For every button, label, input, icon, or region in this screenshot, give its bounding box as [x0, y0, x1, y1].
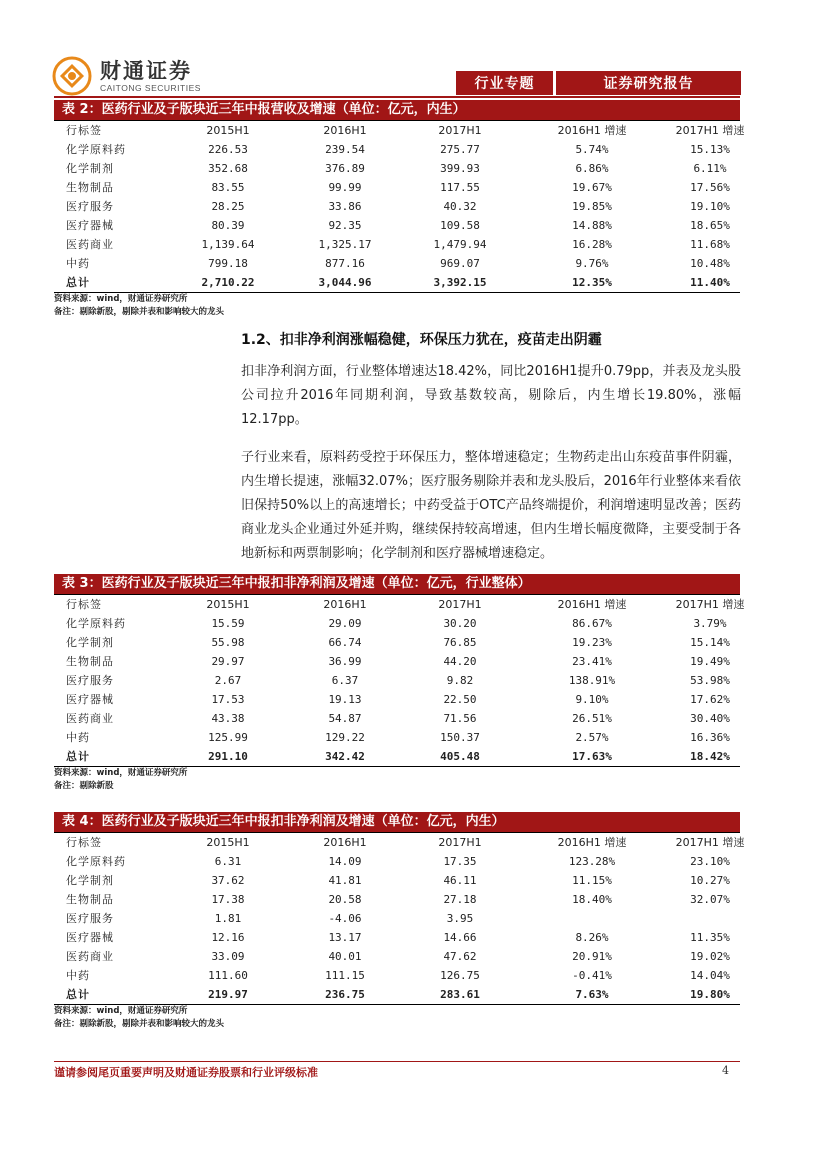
- cell-value: 23.10%: [690, 855, 730, 868]
- cell-value: 109.58: [440, 219, 480, 232]
- cell-value: 5.74%: [575, 143, 609, 156]
- cell-value: 11.68%: [690, 238, 730, 251]
- table-2: [54, 100, 745, 319]
- row-label: 中药: [66, 257, 90, 270]
- cell-value: 18.42%: [690, 750, 730, 763]
- cell-value: 126.75: [440, 969, 480, 982]
- table-row: [54, 928, 740, 947]
- footer-disclaimer: 谨请参阅尾页重要声明及财通证券股票和行业评级标准: [54, 1066, 318, 1079]
- cell-value: 22.50: [443, 693, 477, 706]
- cell-value: 1,139.64: [201, 238, 255, 251]
- cell-value: 17.53: [211, 693, 245, 706]
- cell-value: 30.20: [443, 617, 477, 630]
- table-header-row: [54, 595, 745, 614]
- cell-value: 99.99: [328, 181, 362, 194]
- cell-value: 6.37: [331, 674, 359, 687]
- cell-value: 29.97: [211, 655, 245, 668]
- cell-value: 291.10: [208, 750, 248, 763]
- logo-text-cn: 财通证券: [100, 59, 192, 83]
- paragraph-2: 子行业来看，原料药受控于环保压力，整体增速稳定；生物药走出山东疫苗事件阴霾，内生增长提速，涨幅32.07%；医疗服务剔除并表和龙头股后，2016年行业整体来看依旧保持50%以上的高速增长；中药受益于OTC产品终端提价，利润增速明显改善；医药商业龙头企业通过外延并购，继续保持较高增速，但内生增长幅度微降，主要受制于各地新标和两票制影响；化学制剂和医疗器械增速稳定。: [241, 450, 741, 561]
- cell-value: 2,710.22: [201, 276, 255, 289]
- cell-value: 129.22: [325, 731, 365, 744]
- cell-value: 19.02%: [690, 950, 730, 963]
- table-3: [54, 574, 745, 793]
- cell-value: 283.61: [440, 988, 480, 1001]
- cell-value: -0.41%: [572, 969, 612, 982]
- cell-value: 150.37: [440, 731, 480, 744]
- cell-value: 405.48: [440, 750, 480, 763]
- footer-divider: [54, 1061, 740, 1062]
- company-logo: [52, 55, 201, 97]
- cell-value: 14.66: [443, 931, 477, 944]
- cell-value: 342.42: [325, 750, 365, 763]
- cell-value: 799.18: [208, 257, 248, 270]
- cell-value: 19.85%: [572, 200, 612, 213]
- row-label: 医药商业: [66, 712, 114, 725]
- table-row: [54, 178, 740, 197]
- cell-value: 8.26%: [575, 931, 609, 944]
- table-row: [54, 235, 740, 254]
- cell-value: 14.09: [328, 855, 362, 868]
- cell-value: 66.74: [328, 636, 362, 649]
- cell-value: 17.35: [443, 855, 477, 868]
- cell-value: 111.60: [208, 969, 248, 982]
- cell-value: 7.63%: [575, 988, 609, 1001]
- cell-value: 19.23%: [572, 636, 612, 649]
- cell-value: 47.62: [443, 950, 477, 963]
- cell-value: 117.55: [440, 181, 480, 194]
- row-label: 总计: [66, 988, 90, 1001]
- section-heading: 1.2、扣非净利润涨幅稳健，环保压力犹在，疫苗走出阴霾: [241, 332, 602, 348]
- cell-value: 969.07: [440, 257, 480, 270]
- tab-research-report: 证券研究报告: [556, 71, 741, 95]
- row-label: 生物制品: [66, 655, 114, 668]
- cell-value: 10.27%: [690, 874, 730, 887]
- table-row: [54, 671, 740, 690]
- cell-value: 12.35%: [572, 276, 612, 289]
- cell-value: 17.38: [211, 893, 245, 906]
- table-4: [54, 812, 745, 1031]
- cell-value: 6.86%: [575, 162, 609, 175]
- cell-value: 46.11: [443, 874, 477, 887]
- table-4-title: 表 4：医药行业及子版块近三年中报扣非净利润及增速（单位：亿元，内生）: [54, 812, 740, 832]
- table-row: [54, 890, 740, 909]
- cell-value: 2016H1 增速: [557, 598, 627, 611]
- cell-value: 54.87: [328, 712, 362, 725]
- row-label: 化学制剂: [66, 874, 114, 887]
- cell-value: 226.53: [208, 143, 248, 156]
- table-row: [54, 652, 740, 671]
- table-row: [54, 254, 740, 273]
- cell-value: 29.09: [328, 617, 362, 630]
- table-row: [54, 728, 740, 747]
- cell-value: 15.14%: [690, 636, 730, 649]
- cell-value: 12.16: [211, 931, 245, 944]
- cell-value: 16.36%: [690, 731, 730, 744]
- cell-value: 40.01: [328, 950, 362, 963]
- cell-value: 2015H1: [206, 836, 250, 849]
- row-label: 行标签: [66, 598, 102, 611]
- table-row: [54, 216, 740, 235]
- cell-value: 33.09: [211, 950, 245, 963]
- table-source: 资料来源：wind，财通证券研究所: [54, 294, 188, 304]
- cell-value: 2017H1 增速: [675, 598, 745, 611]
- cell-value: 53.98%: [690, 674, 730, 687]
- table-header-row: [54, 121, 745, 140]
- table-3-body: [54, 594, 745, 793]
- cell-value: 76.85: [443, 636, 477, 649]
- cell-value: 20.91%: [572, 950, 612, 963]
- cell-value: 2017H1 增速: [675, 836, 745, 849]
- cell-value: 41.81: [328, 874, 362, 887]
- cell-value: 2016H1 增速: [557, 124, 627, 137]
- cell-value: 19.67%: [572, 181, 612, 194]
- table-row: [54, 197, 740, 216]
- cell-value: 14.04%: [690, 969, 730, 982]
- cell-value: 138.91%: [568, 674, 616, 687]
- cell-value: 19.10%: [690, 200, 730, 213]
- table-row: [54, 159, 740, 178]
- cell-value: 2017H1 增速: [675, 124, 745, 137]
- cell-value: 275.77: [440, 143, 480, 156]
- table-3-title: 表 3：医药行业及子版块近三年中报扣非净利润及增速（单位：亿元，行业整体）: [54, 574, 740, 594]
- table-total-row: [54, 747, 740, 766]
- cell-value: 17.63%: [572, 750, 612, 763]
- cell-value: 19.13: [328, 693, 362, 706]
- cell-value: 2016H1: [323, 836, 367, 849]
- table-row: [54, 909, 740, 928]
- cell-value: 43.38: [211, 712, 245, 725]
- cell-value: 2015H1: [206, 124, 250, 137]
- table-note: 备注：剔除新股: [54, 781, 114, 791]
- cell-value: 33.86: [328, 200, 362, 213]
- table-row: [54, 871, 740, 890]
- row-label: 化学制剂: [66, 162, 114, 175]
- row-label: 生物制品: [66, 181, 114, 194]
- cell-value: 6.31: [214, 855, 242, 868]
- row-label: 医疗器械: [66, 931, 114, 944]
- cell-value: 9.10%: [575, 693, 609, 706]
- cell-value: 17.56%: [690, 181, 730, 194]
- cell-value: 2017H1: [438, 124, 482, 137]
- table-row: [54, 966, 740, 985]
- row-label: 医疗服务: [66, 674, 114, 687]
- row-label: 医疗服务: [66, 200, 114, 213]
- cell-value: 19.80%: [690, 988, 730, 1001]
- page-number: 4: [722, 1064, 729, 1077]
- cell-value: 125.99: [208, 731, 248, 744]
- caitong-logo-icon: [52, 56, 92, 96]
- cell-value: 18.40%: [572, 893, 612, 906]
- table-total-row: [54, 273, 740, 292]
- row-label: 总计: [66, 750, 90, 763]
- cell-value: 20.58: [328, 893, 362, 906]
- row-label: 医疗服务: [66, 912, 114, 925]
- row-label: 化学原料药: [66, 143, 126, 156]
- row-label: 化学原料药: [66, 855, 126, 868]
- row-label: 总计: [66, 276, 90, 289]
- table-4-body: [54, 832, 745, 1031]
- cell-value: 9.76%: [575, 257, 609, 270]
- row-label: 医疗器械: [66, 219, 114, 232]
- cell-value: 2015H1: [206, 598, 250, 611]
- row-label: 行标签: [66, 124, 102, 137]
- cell-value: 55.98: [211, 636, 245, 649]
- table-2-body: [54, 120, 745, 319]
- cell-value: 37.62: [211, 874, 245, 887]
- cell-value: 32.07%: [690, 893, 730, 906]
- cell-value: 18.65%: [690, 219, 730, 232]
- cell-value: 111.15: [325, 969, 365, 982]
- row-label: 医药商业: [66, 238, 114, 251]
- table-total-row: [54, 985, 740, 1004]
- cell-value: 239.54: [325, 143, 365, 156]
- cell-value: 2017H1: [438, 598, 482, 611]
- row-label: 化学制剂: [66, 636, 114, 649]
- row-label: 行标签: [66, 836, 102, 849]
- cell-value: 877.16: [325, 257, 365, 270]
- cell-value: 2.57%: [575, 731, 609, 744]
- cell-value: 10.48%: [690, 257, 730, 270]
- table-source: 资料来源：wind，财通证券研究所: [54, 768, 188, 778]
- cell-value: 2016H1: [323, 598, 367, 611]
- header-divider: [54, 96, 740, 98]
- cell-value: 123.28%: [568, 855, 616, 868]
- cell-value: 44.20: [443, 655, 477, 668]
- cell-value: 19.49%: [690, 655, 730, 668]
- cell-value: 15.59: [211, 617, 245, 630]
- cell-value: 3.95: [446, 912, 474, 925]
- cell-value: 1.81: [214, 912, 242, 925]
- cell-value: 27.18: [443, 893, 477, 906]
- cell-value: 83.55: [211, 181, 245, 194]
- cell-value: 6.11%: [693, 162, 727, 175]
- cell-value: 86.67%: [572, 617, 612, 630]
- cell-value: 15.13%: [690, 143, 730, 156]
- cell-value: 2017H1: [438, 836, 482, 849]
- table-row: [54, 633, 740, 652]
- cell-value: 352.68: [208, 162, 248, 175]
- cell-value: 236.75: [325, 988, 365, 1001]
- table-row: [54, 614, 740, 633]
- table-note: 备注：剔除新股，剔除并表和影响较大的龙头: [54, 1019, 225, 1029]
- row-label: 生物制品: [66, 893, 114, 906]
- table-header-row: [54, 833, 745, 852]
- cell-value: 11.40%: [690, 276, 730, 289]
- cell-value: 17.62%: [690, 693, 730, 706]
- cell-value: 14.88%: [572, 219, 612, 232]
- cell-value: 28.25: [211, 200, 245, 213]
- cell-value: 11.15%: [572, 874, 612, 887]
- cell-value: -4.06: [328, 912, 362, 925]
- cell-value: 71.56: [443, 712, 477, 725]
- cell-value: 2.67: [214, 674, 242, 687]
- table-2-title: 表 2：医药行业及子版块近三年中报营收及增速（单位：亿元，内生）: [54, 100, 740, 120]
- cell-value: 2016H1: [323, 124, 367, 137]
- cell-value: 376.89: [325, 162, 365, 175]
- paragraph-1: 扣非净利润方面，行业整体增速达18.42%，同比2016H1提升0.79pp，并表及龙头股公司拉升2016年同期利润，导致基数较高，剔除后，内生增长19.80%，涨幅12.17pp。: [241, 364, 741, 427]
- row-label: 中药: [66, 731, 90, 744]
- row-label: 医药商业: [66, 950, 114, 963]
- cell-value: 3,392.15: [433, 276, 487, 289]
- cell-value: 23.41%: [572, 655, 612, 668]
- cell-value: 80.39: [211, 219, 245, 232]
- cell-value: 9.82: [446, 674, 474, 687]
- table-row: [54, 709, 740, 728]
- cell-value: 30.40%: [690, 712, 730, 725]
- cell-value: 16.28%: [572, 238, 612, 251]
- cell-value: 1,479.94: [433, 238, 487, 251]
- cell-value: 1,325.17: [318, 238, 372, 251]
- cell-value: 26.51%: [572, 712, 612, 725]
- cell-value: 40.32: [443, 200, 477, 213]
- table-note: 备注：剔除新股，剔除并表和影响较大的龙头: [54, 307, 225, 317]
- table-source: 资料来源：wind，财通证券研究所: [54, 1006, 188, 1016]
- row-label: 中药: [66, 969, 90, 982]
- table-row: [54, 947, 740, 966]
- table-row: [54, 140, 740, 159]
- cell-value: 3.79%: [693, 617, 727, 630]
- table-row: [54, 690, 740, 709]
- logo-text-en: CAITONG SECURITIES: [100, 83, 201, 93]
- cell-value: 36.99: [328, 655, 362, 668]
- cell-value: 92.35: [328, 219, 362, 232]
- row-label: 医疗器械: [66, 693, 114, 706]
- cell-value: 11.35%: [690, 931, 730, 944]
- cell-value: 219.97: [208, 988, 248, 1001]
- tab-industry-topic: 行业专题: [456, 71, 553, 95]
- cell-value: 2016H1 增速: [557, 836, 627, 849]
- cell-value: 13.17: [328, 931, 362, 944]
- row-label: 化学原料药: [66, 617, 126, 630]
- cell-value: 3,044.96: [318, 276, 372, 289]
- cell-value: 399.93: [440, 162, 480, 175]
- table-row: [54, 852, 740, 871]
